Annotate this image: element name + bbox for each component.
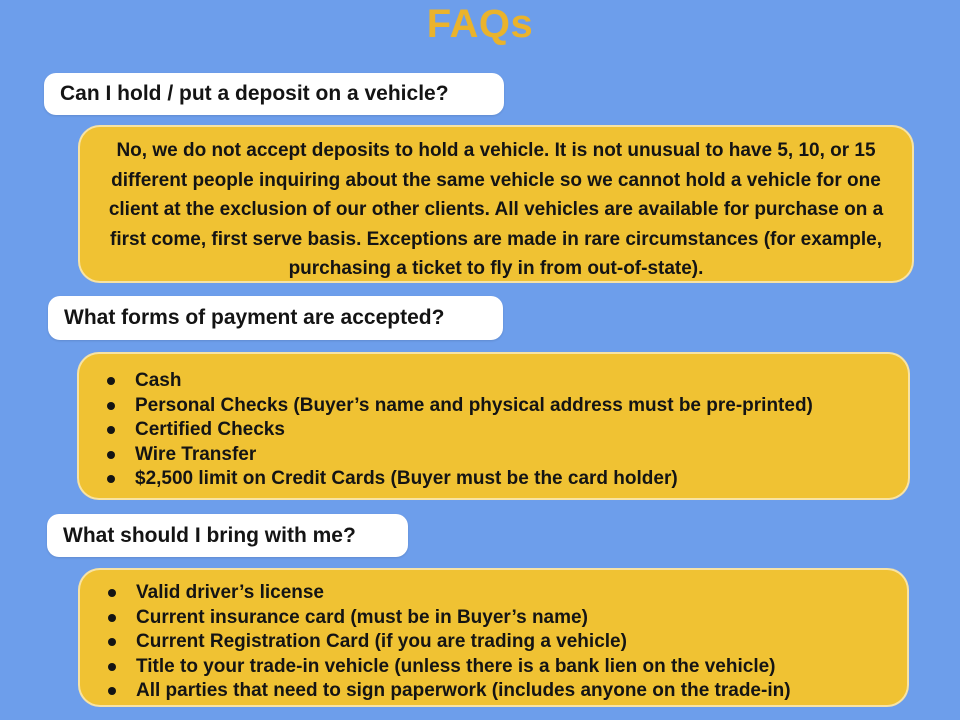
page-title: FAQs (426, 2, 534, 46)
answer-deposit-box (78, 125, 914, 283)
list-item: Current Registration Card (if you are trading a vehicle) (80, 630, 907, 655)
list-item: Personal Checks (Buyer’s name and physical address must be pre-printed) (79, 394, 908, 419)
list-item: Title to your trade-in vehicle (unless there is a bank lien on the vehicle) (80, 655, 907, 680)
list-item: Certified Checks (79, 418, 908, 443)
payment-forms-list (79, 354, 908, 492)
answer-payment-forms-box (77, 352, 910, 500)
list-item: $2,500 limit on Credit Cards (Buyer must be the card holder) (79, 467, 908, 492)
question-what-to-bring: What should I bring with me? (47, 514, 408, 557)
answer-deposit-text: No, we do not accept deposits to hold a vehicle. It is not unusual to have 5, 10, or 15 different people inquiring about the same vehicle so we cannot hold a vehicle for one client at the exclusion of our other clients. All vehicles are available for purchase on a first come, first serve basis. Exceptions are made in rare circumstances (for example, purchasing a ticket to fly in from out-of-state). (108, 140, 884, 279)
list-item: Cash (79, 369, 908, 394)
list-item: Valid driver’s license (80, 581, 907, 606)
list-item: Wire Transfer (79, 443, 908, 468)
list-item: All parties that need to sign paperwork (includes anyone on the trade-in) (80, 679, 907, 704)
list-item: Current insurance card (must be in Buyer’s name) (80, 606, 907, 631)
question-payment-forms: What forms of payment are accepted? (48, 296, 503, 340)
what-to-bring-list (80, 570, 907, 704)
question-deposit: Can I hold / put a deposit on a vehicle? (44, 73, 504, 115)
answer-what-to-bring-box (78, 568, 909, 707)
